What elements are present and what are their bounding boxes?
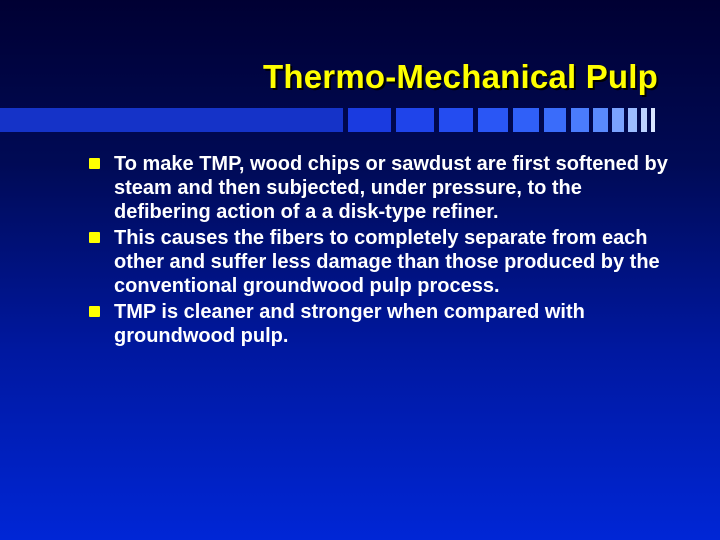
slide-title: Thermo-Mechanical Pulp	[263, 58, 658, 95]
bullet-item	[82, 152, 682, 224]
title-bar-block-3	[439, 108, 473, 132]
bullet-text: TMP is cleaner and stronger when compared with groundwood pulp.	[114, 301, 585, 347]
bullet-item	[82, 226, 682, 298]
title-bar-block-4	[478, 108, 508, 132]
title-bar-block-10	[628, 108, 637, 132]
bullet-item	[82, 300, 682, 348]
title-bar-block-5	[513, 108, 539, 132]
bullet-list	[82, 152, 682, 350]
title-bar-block-2	[396, 108, 434, 132]
square-bullet-icon	[89, 306, 100, 317]
title-bar-block-11	[641, 108, 647, 132]
square-bullet-icon	[89, 158, 100, 169]
title-bar-block-8	[593, 108, 608, 132]
title-bar-block-9	[612, 108, 624, 132]
title-bar-block-12	[651, 108, 655, 132]
bullet-text: To make TMP, wood chips or sawdust are first softened by steam and then subjected, under pressure, to the defibering action of a a disk-type refiner.	[114, 153, 668, 223]
title-bar-block-6	[544, 108, 566, 132]
bullet-text: This causes the fibers to completely separate from each other and suffer less damage than those produced by the conventional groundwood pulp process.	[114, 227, 660, 297]
title-bar-block-1	[348, 108, 391, 132]
title-bar-block-7	[571, 108, 589, 132]
square-bullet-icon	[89, 232, 100, 243]
title-bar-long	[0, 108, 343, 132]
